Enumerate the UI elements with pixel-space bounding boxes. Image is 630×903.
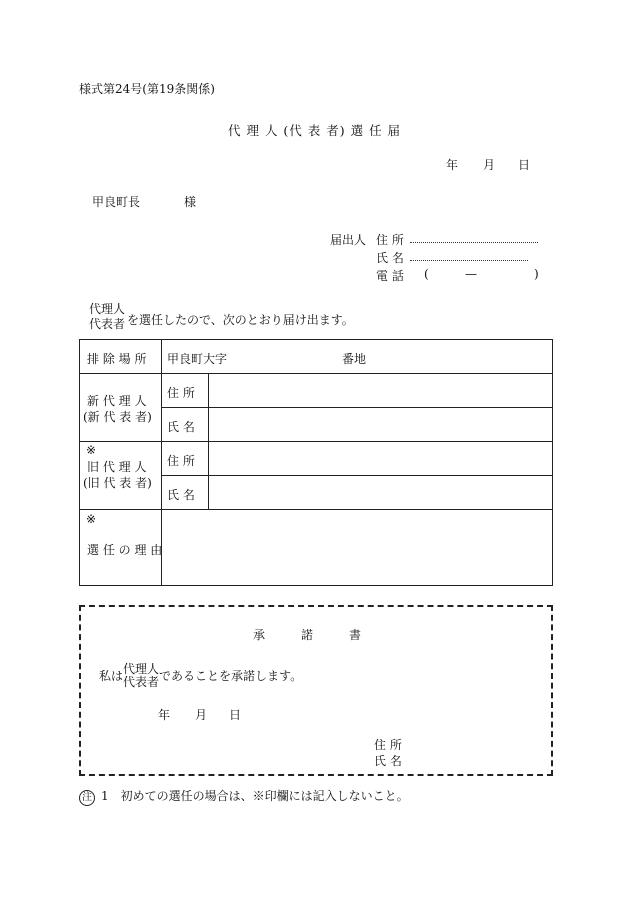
applicant-address-line[interactable]: [410, 230, 538, 243]
date-year: 年: [446, 158, 459, 172]
consent-options: [123, 663, 159, 689]
applicant-label: 届出人: [330, 233, 367, 247]
old-mark: ※: [86, 443, 97, 457]
consent-suffix: であることを承諾します。: [159, 669, 303, 683]
old-rep-label: (旧 代 表 者): [83, 476, 152, 490]
statement-options: [89, 302, 125, 332]
date-month: 月: [483, 158, 496, 172]
consent-prefix: 私は: [99, 669, 124, 683]
new-address-label: 住 所: [167, 386, 195, 400]
consent-date-day: 日: [229, 708, 242, 722]
old-name-label: 氏 名: [167, 488, 195, 502]
statement-text: を選任したので、次のとおり届け出ます。: [127, 313, 354, 327]
note-text: 初めての選任の場合は、※印欄には記入しないこと。: [120, 789, 409, 803]
addressee: 甲良町長: [92, 195, 141, 209]
consent-address-label: 住 所: [374, 738, 402, 752]
form-number: 様式第24号(第19条関係): [79, 82, 215, 96]
old-name-field[interactable]: [209, 476, 552, 509]
new-agent-label: 新 代 理 人: [87, 394, 147, 408]
consent-title: 承 諾 書: [253, 628, 362, 642]
consent-option-agent: 代理人: [123, 662, 160, 676]
consent-box: [79, 605, 553, 776]
phone-close-paren: ): [534, 267, 539, 281]
phone-open-paren: (: [424, 267, 429, 281]
footnote: [79, 787, 409, 806]
honorific: 様: [184, 195, 197, 209]
phone-dash: —: [465, 267, 477, 281]
consent-statement: [99, 663, 302, 689]
statement-option-rep: 代表者: [89, 317, 126, 331]
old-address-field[interactable]: [209, 442, 552, 475]
note-number: 1: [101, 789, 109, 803]
applicant-phone-label: 電 話: [376, 269, 404, 283]
consent-option-rep: 代表者: [123, 675, 160, 689]
new-name-label: 氏 名: [167, 420, 195, 434]
date-day: 日: [518, 158, 531, 172]
new-name-field[interactable]: [209, 408, 552, 441]
location-value[interactable]: 甲良町大字: [167, 352, 228, 366]
old-agent-label: 旧 代 理 人: [87, 460, 147, 474]
page-title: 代 理 人 (代 表 者) 選 任 届: [228, 123, 402, 138]
location-suffix: 番地: [342, 352, 367, 366]
consent-name-label: 氏 名: [374, 754, 402, 768]
location-label: 排 除 場 所: [87, 352, 147, 366]
applicant-address-label: 住 所: [376, 233, 404, 247]
applicant-name-line[interactable]: [410, 248, 528, 261]
reason-mark: ※: [86, 512, 97, 526]
new-address-field[interactable]: [209, 374, 552, 407]
reason-label: 選 任 の 理 由: [87, 543, 163, 557]
note-circle-icon: 注: [79, 790, 95, 806]
form-table: [79, 339, 553, 586]
applicant-name-label: 氏 名: [376, 251, 404, 265]
consent-date-month: 月: [195, 708, 208, 722]
reason-field[interactable]: [162, 510, 552, 585]
consent-date-year: 年: [158, 708, 171, 722]
statement-option-agent: 代理人: [89, 302, 126, 316]
old-address-label: 住 所: [167, 454, 195, 468]
new-rep-label: (新 代 表 者): [83, 410, 152, 424]
